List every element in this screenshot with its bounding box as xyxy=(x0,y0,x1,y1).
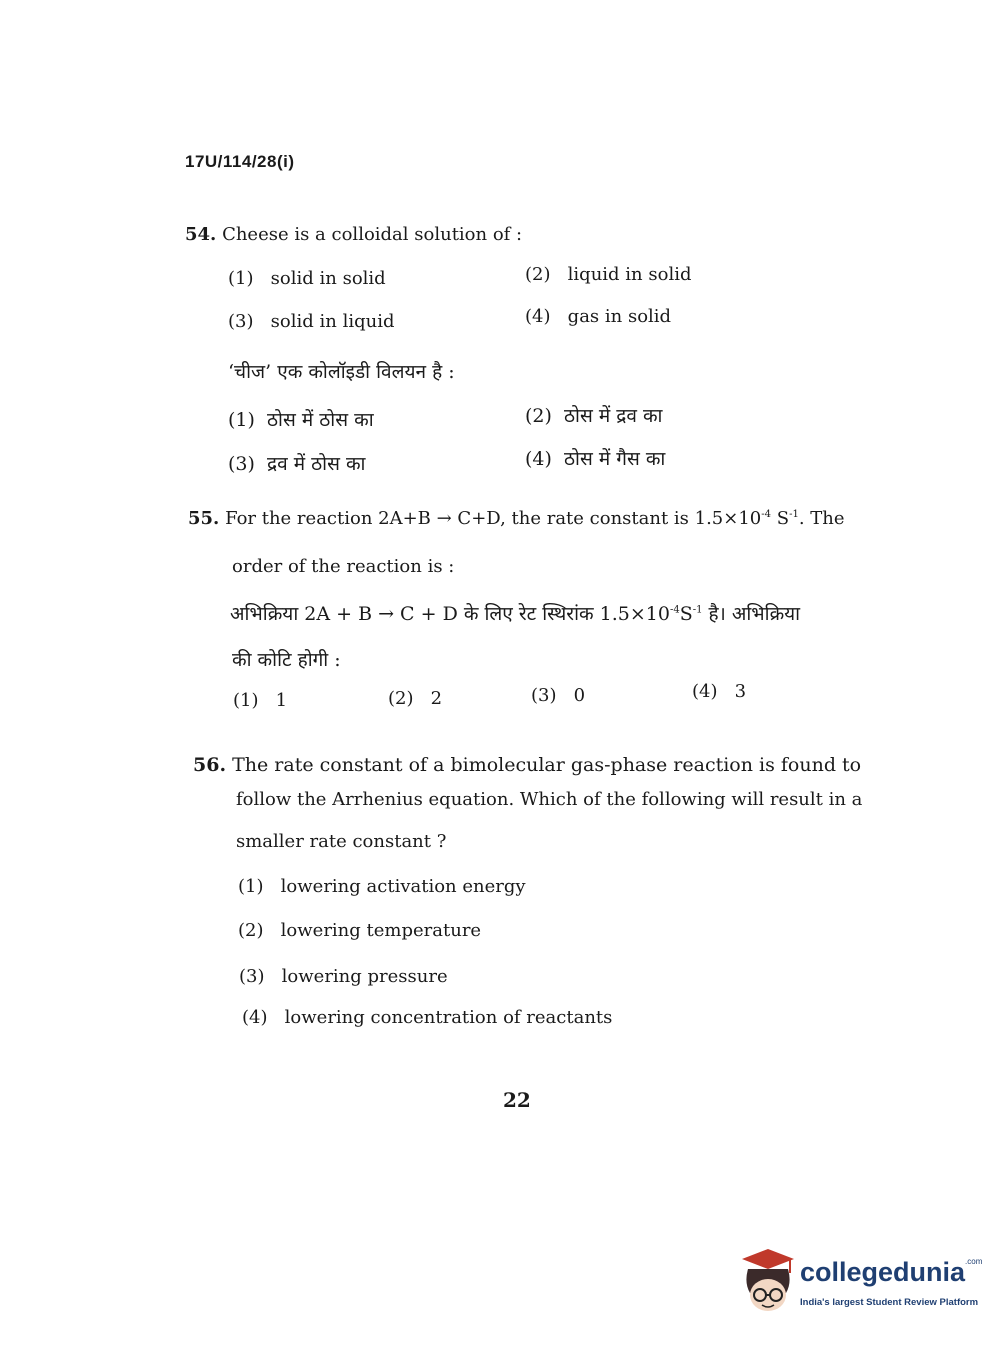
brand-tagline: India's largest Student Review Platform xyxy=(800,1297,979,1308)
option-number: (2) xyxy=(238,920,264,941)
text-part: For the reaction 2A+B → C+D, the rate constant is 1.5×10 xyxy=(225,508,762,529)
option-number: (2) xyxy=(525,264,551,285)
question-text: Cheese is a colloidal solution of : xyxy=(222,224,523,245)
option-number: (1) xyxy=(228,268,254,289)
option-text: 0 xyxy=(573,685,586,706)
q56-option-2 xyxy=(238,920,481,941)
option-text: solid in liquid xyxy=(270,311,395,332)
q55-question-hindi-line2: की कोटि होगी : xyxy=(232,649,341,671)
option-number: (2) xyxy=(388,688,414,709)
option-text: liquid in solid xyxy=(567,264,692,285)
q54-option-4 xyxy=(525,306,671,327)
q55-option-3 xyxy=(531,685,585,706)
question-text: The rate constant of a bimolecular gas-phase reaction is found to xyxy=(232,754,862,776)
option-text: 3 xyxy=(734,681,747,702)
q55-question-hindi xyxy=(230,600,800,626)
question-number: 56. xyxy=(193,754,227,776)
q54-hindi-option-4 xyxy=(525,445,665,471)
q56-option-4 xyxy=(242,1007,612,1028)
text-part: है। अभिक्रिया xyxy=(702,603,801,625)
question-number: 55. xyxy=(188,508,220,529)
q56-option-1 xyxy=(238,876,526,897)
q54-hindi-option-1 xyxy=(228,406,374,432)
brand-tm: .com xyxy=(965,1257,983,1266)
exponent: -1 xyxy=(789,509,799,520)
option-text: gas in solid xyxy=(567,306,672,327)
option-number: (4) xyxy=(692,681,718,702)
option-number: (4) xyxy=(525,306,551,327)
brand-name xyxy=(800,1257,982,1288)
exponent: -4 xyxy=(669,604,680,616)
q54-option-1 xyxy=(228,268,386,289)
option-number: (4) xyxy=(242,1007,268,1028)
question-text-line3: smaller rate constant ? xyxy=(236,831,447,852)
option-number: (1) xyxy=(233,690,259,711)
option-number: (3) xyxy=(228,453,255,475)
text-part: अभिक्रिया 2A + B → C + D के लिए रेट स्थिरांक 1.5×10 xyxy=(230,603,670,625)
option-number: (1) xyxy=(238,876,264,897)
option-text: solid in solid xyxy=(270,268,386,289)
option-number: (3) xyxy=(228,311,254,332)
collegedunia-watermark xyxy=(738,1247,983,1319)
option-text: 2 xyxy=(430,688,443,709)
option-number: (1) xyxy=(228,409,255,431)
option-text: lowering pressure xyxy=(281,966,448,987)
q54-option-2 xyxy=(525,264,691,285)
option-number: (4) xyxy=(525,448,552,470)
question-56 xyxy=(193,754,861,776)
text-part: S xyxy=(679,603,693,625)
option-text: द्रव में ठोस का xyxy=(267,453,366,475)
brand-text: collegedunia xyxy=(800,1257,966,1287)
exponent: -4 xyxy=(761,509,771,520)
option-text: ठोस में गैस का xyxy=(564,448,666,470)
paper-code: 17U/114/28(i) xyxy=(185,152,295,171)
option-text: lowering concentration of reactants xyxy=(284,1007,613,1028)
question-text-line2: order of the reaction is : xyxy=(232,556,455,577)
q54-hindi-option-2 xyxy=(525,402,662,428)
q56-option-3 xyxy=(239,966,448,987)
option-text: ठोस में ठोस का xyxy=(267,409,374,431)
q55-option-2 xyxy=(388,688,442,709)
question-55 xyxy=(188,508,845,529)
question-54 xyxy=(185,224,522,245)
exponent: -1 xyxy=(692,604,703,616)
text-part: S xyxy=(771,508,790,529)
option-text: ठोस में द्रव का xyxy=(564,405,663,427)
q55-option-1 xyxy=(233,690,287,711)
q54-hindi-option-3 xyxy=(228,450,365,476)
question-text xyxy=(225,508,844,529)
mascot-icon xyxy=(738,1247,800,1319)
option-number: (3) xyxy=(239,966,265,987)
q54-question-hindi: ‘चीज’ एक कोलॉइडी विलयन है : xyxy=(228,361,455,383)
option-number: (3) xyxy=(531,685,557,706)
q54-option-3 xyxy=(228,311,394,332)
question-text-line2: follow the Arrhenius equation. Which of the following will result in a xyxy=(236,789,863,810)
text-part: . The xyxy=(798,508,845,529)
option-text: lowering temperature xyxy=(280,920,482,941)
page-number: 22 xyxy=(503,1088,531,1112)
option-number: (2) xyxy=(525,405,552,427)
option-text: 1 xyxy=(275,690,288,711)
option-text: lowering activation energy xyxy=(280,876,526,897)
q55-option-4 xyxy=(692,681,746,702)
question-number: 54. xyxy=(185,224,217,245)
